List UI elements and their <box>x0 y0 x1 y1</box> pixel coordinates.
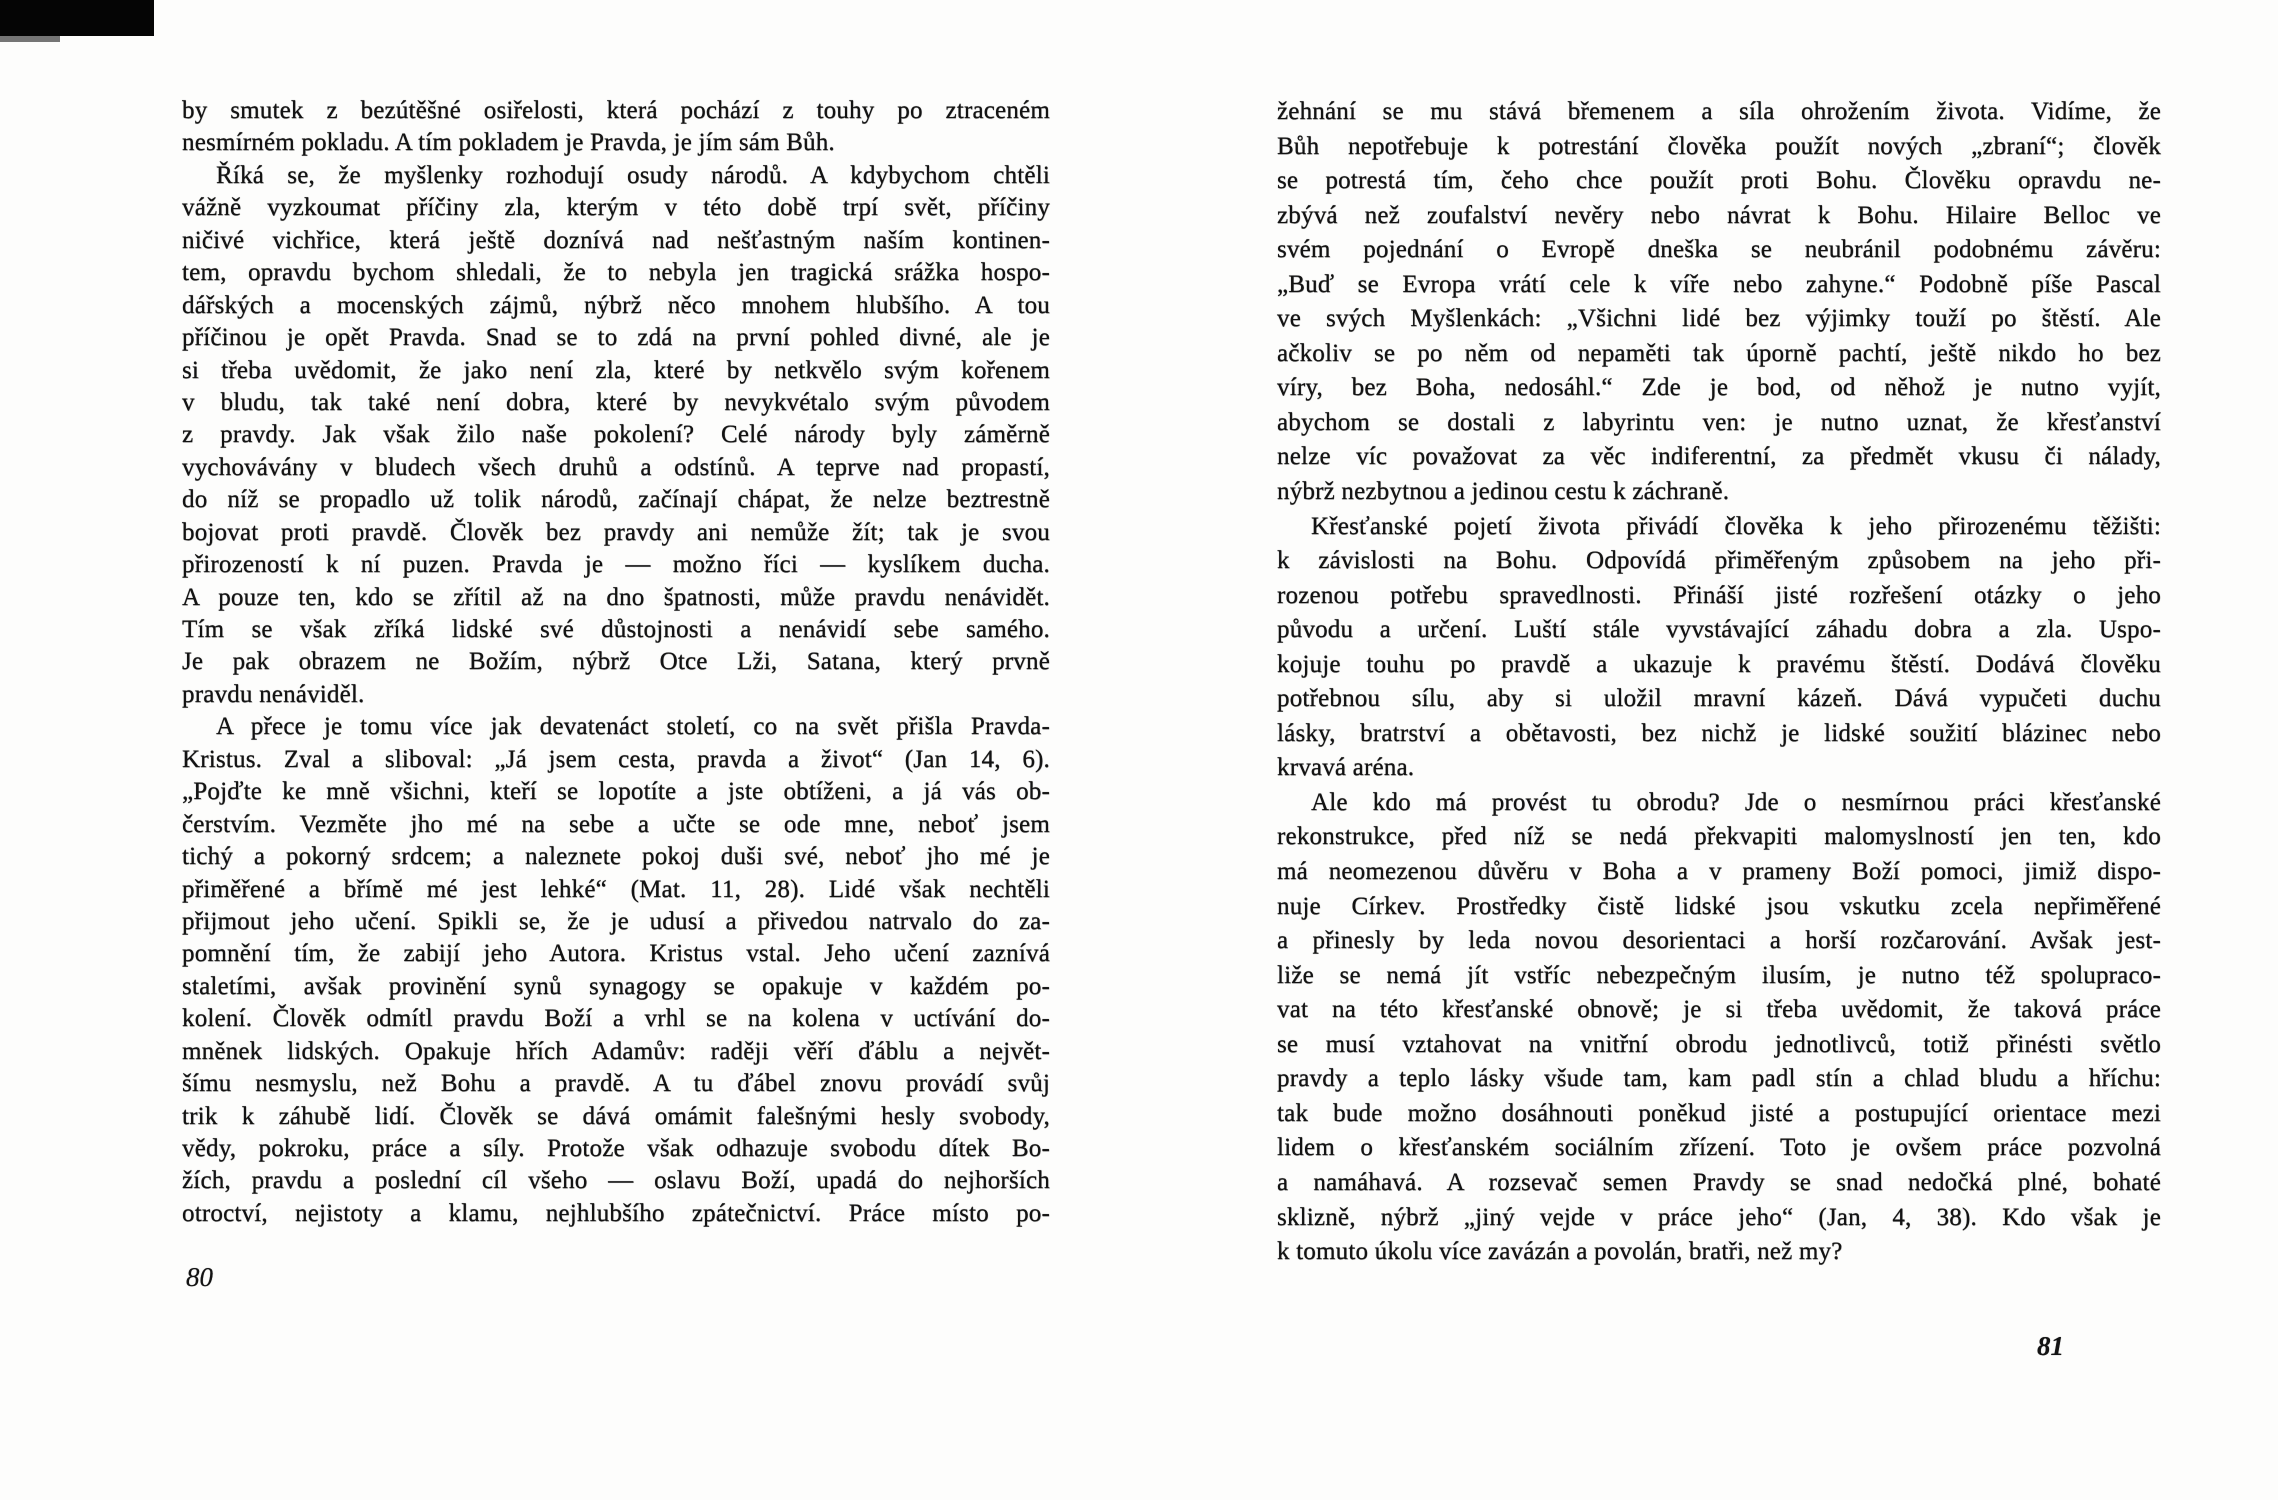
text-line: sklizně, nýbrž „jiný vejde v práce jeho“ (Jan, 4, 38). Kdo však je <box>1277 1203 2161 1231</box>
text-line: pravdy a teplo lásky všude tam, kam padl stín a chlad bludu a hříchu: <box>1277 1065 2161 1093</box>
text-line: Kristus. Zval a sliboval: „Já jsem cesta, pravda a život“ (Jan 14, 6). <box>182 745 1050 773</box>
text-line: do níž se propadlo už tolik národů, začínají chápat, že nelze beztrestně <box>182 486 1050 514</box>
text-line: lásky, bratrství a obětavosti, bez nichž je lidské soužití blázinec nebo <box>1277 719 2161 747</box>
text-line: přijmout jeho učení. Spikli se, že je udusí a přivedou natrvalo do za- <box>182 907 1050 935</box>
left-page-number: 80 <box>186 1262 213 1292</box>
text-line: k závislosti na Bohu. Odpovídá přiměřeným způsobem na jeho při- <box>1277 547 2161 575</box>
text-line: přiměřené a břímě mé jest lehké“ (Mat. 11, 28). Lidé však nechtěli <box>182 875 1050 903</box>
text-line: tem, opravdu bychom shledali, že to nebyla jen tragická srážka hospo- <box>182 259 1050 287</box>
text-line: tak bude možno dosáhnouti poněkud jisté a postupující orientace mezi <box>1277 1099 2161 1127</box>
text-line: liže se nemá jít vstříc nebezpečným ilusím, je nutno též spolupraco- <box>1277 961 2161 989</box>
text-line: trik k záhubě lidí. Člověk se dává omámit falešnými hesly svobody, <box>182 1102 1050 1130</box>
left-page-text-block <box>182 95 1050 1230</box>
text-line: si třeba uvědomit, že jako není zla, které by netkvělo svým kořenem <box>182 356 1050 384</box>
text-line: víry, bez Boha, nedosáhl.“ Zde je bod, od něhož je nutno vyjít, <box>1277 374 2161 402</box>
text-line: nýbrž nezbytnou a jedinou cestu k záchraně. <box>1277 478 1730 506</box>
text-line: ve svých Myšlenkách: „Všichni lidé bez výjimky touží po štěstí. Ale <box>1277 305 2161 333</box>
text-line: A pouze ten, kdo se zřítil až na dno špatnosti, může pravdu nenávidět. <box>182 583 1050 611</box>
right-page-text-block <box>1277 95 2161 1270</box>
text-line: ničivé vichřice, která ještě doznívá nad nešťastným naším kontinen- <box>182 226 1050 254</box>
right-page-number: 81 <box>2037 1331 2064 1361</box>
text-line: svém pojednání o Evropě dneška se neubránil podobnému závěru: <box>1277 236 2161 264</box>
text-line: žehnání se mu stává břemenem a síla ohrožením života. Vidíme, že <box>1277 98 2161 125</box>
text-line: Křesťanské pojetí života přivádí člověka k jeho přirozenému těžišti: <box>1311 512 2161 540</box>
text-line: Tím se však zříká lidské své důstojnosti a nenávidí sebe samého. <box>182 616 1050 643</box>
text-line: a přinesly by leda novou desorientaci a horší rozčarování. Avšak jest- <box>1277 927 2161 955</box>
text-line: Říká se, že myšlenky rozhodují osudy národů. A kdybychom chtěli <box>216 161 1050 189</box>
text-line: v bludu, tak také není dobra, které by nevykvétalo svým původem <box>182 388 1050 416</box>
text-line: původu a určení. Luští stále vyvstávající záhadu dobra a zla. Uspo- <box>1277 616 2161 644</box>
text-line: šímu nesmyslu, než Bohu a pravdě. A tu ďábel znovu provádí svůj <box>182 1070 1050 1098</box>
text-line: bojovat proti pravdě. Člověk bez pravdy ani nemůže žít; tak je svou <box>182 518 1050 546</box>
text-line: čerstvím. Vezměte jho mé na sebe a učte se ode mne, neboť jsem <box>182 810 1050 838</box>
text-line: pomnění tím, že zabijí jeho Autora. Kristus vstal. Jeho učení zaznívá <box>182 940 1050 968</box>
text-line: a namáhavá. A rozsevač semen Pravdy se snad nedočká plné, bohaté <box>1277 1168 2161 1196</box>
text-line: přirozeností k ní puzen. Pravda je — možno říci — kyslíkem ducha. <box>182 551 1050 579</box>
text-line: Je pak obrazem ne Božím, nýbrž Otce Lži, Satana, který prvně <box>182 648 1050 676</box>
text-line: lidem o křesťanském sociálním zřízení. Toto je ovšem práce pozvolná <box>1277 1134 2161 1162</box>
text-line: tichý a pokorný srdcem; a naleznete pokoj duši své, neboť jho mé je <box>182 843 1050 871</box>
text-line: kojuje touhu po pravdě a ukazuje k pravému štěstí. Dodává člověku <box>1277 650 2161 678</box>
text-line: z pravdy. Jak však žilo naše pokolení? Celé národy byly záměrně <box>182 421 1050 449</box>
text-line: „Pojďte ke mně všichni, kteří se lopotíte a jste obtíženi, a já vás ob- <box>182 778 1050 806</box>
text-line: se musí vztahovat na vnitřní obrodu jednotlivců, totiž přinésti světlo <box>1277 1030 2161 1058</box>
text-line: abychom se dostali z labyrintu ven: je nutno uznat, že křesťanství <box>1277 408 2161 436</box>
text-line: nesmírném pokladu. A tím pokladem je Pravda, je jím sám Bůh. <box>182 129 835 157</box>
text-line: vat na této křesťanské obnově; je si třeba uvědomit, že taková práce <box>1277 996 2161 1024</box>
text-line: vychovávány v bludech všech druhů a odstínů. A teprve nad propastí, <box>182 453 1050 481</box>
text-line: otroctví, nejistoty a klamu, nejhlubšího zpátečnictví. Práce místo po- <box>182 1199 1050 1227</box>
scan-corner-artifact <box>0 0 154 36</box>
text-line: krvavá aréna. <box>1277 754 1415 782</box>
text-line: staletími, avšak provinění synů synagogy se opakuje v každém po- <box>182 972 1050 1000</box>
text-line: k tomuto úkolu více zavázán a povolán, bratři, než my? <box>1277 1238 1843 1266</box>
text-line: příčinou je opět Pravda. Snad se to zdá na první pohled divné, ale je <box>182 324 1050 352</box>
text-line: potřebnou sílu, aby si uložil mravní kázeň. Dává vypučeti duchu <box>1277 685 2161 713</box>
text-line: Ale kdo má provést tu obrodu? Jde o nesmírnou práci křesťanské <box>1311 788 2161 816</box>
text-line: rekonstrukce, před níž se nedá překvapiti malomyslností jen ten, kdo <box>1277 823 2161 851</box>
text-line: A přece je tomu více jak devatenáct století, co na svět přišla Pravda- <box>216 713 1050 741</box>
text-line: zbývá než zoufalství nevěry nebo návrat k Bohu. Hilaire Belloc ve <box>1277 201 2161 229</box>
text-line: nelze víc považovat za věc indiferentní, za předmět vkusu či nálady, <box>1277 443 2161 471</box>
text-line: „Buď se Evropa vrátí cele k víře nebo zahyne.“ Podobně píše Pascal <box>1277 270 2161 298</box>
text-line: rozenou potřebu spravedlnosti. Přináší jisté rozřešení otázky o jeho <box>1277 581 2161 609</box>
text-line: mněnek lidských. Opakuje hřích Adamův: raději věří ďáblu a největ- <box>182 1037 1050 1065</box>
text-line: pravdu nenáviděl. <box>182 680 365 708</box>
text-line: dářských a mocenských zájmů, nýbrž něco mnohem hlubšího. A tou <box>182 291 1050 319</box>
text-line: Bůh nepotřebuje k potrestání člověka použít nových „zbraní“; člověk <box>1277 132 2161 160</box>
text-line: vážně vyzkoumat příčiny zla, kterým v této době trpí svět, příčiny <box>182 194 1050 222</box>
text-line: ačkoliv se po něm od nepaměti tak úporně pachtí, ještě nikdo ho bez <box>1277 339 2161 367</box>
text-line: by smutek z bezútěšné osiřelosti, která pochází z touhy po ztraceném <box>182 97 1050 124</box>
text-line: vědy, pokroku, práce a síly. Protože však odhazuje svobodu dítek Bo- <box>182 1135 1050 1162</box>
text-line: se potrestá tím, čeho chce použít proti Bohu. Člověku opravdu ne- <box>1277 167 2161 195</box>
text-line: žích, pravdu a poslední cíl všeho — oslavu Boží, upadá do nejhorších <box>182 1167 1050 1195</box>
text-line: má neomezenou důvěru v Boha a v prameny Boží pomoci, jimiž dispo- <box>1277 858 2161 886</box>
text-line: kolení. Člověk odmítl pravdu Boží a vrhl se na kolena v uctívání do- <box>182 1005 1050 1033</box>
text-line: nuje Církev. Prostředky čistě lidské jsou vskutku zcela nepřiměřené <box>1277 892 2161 920</box>
